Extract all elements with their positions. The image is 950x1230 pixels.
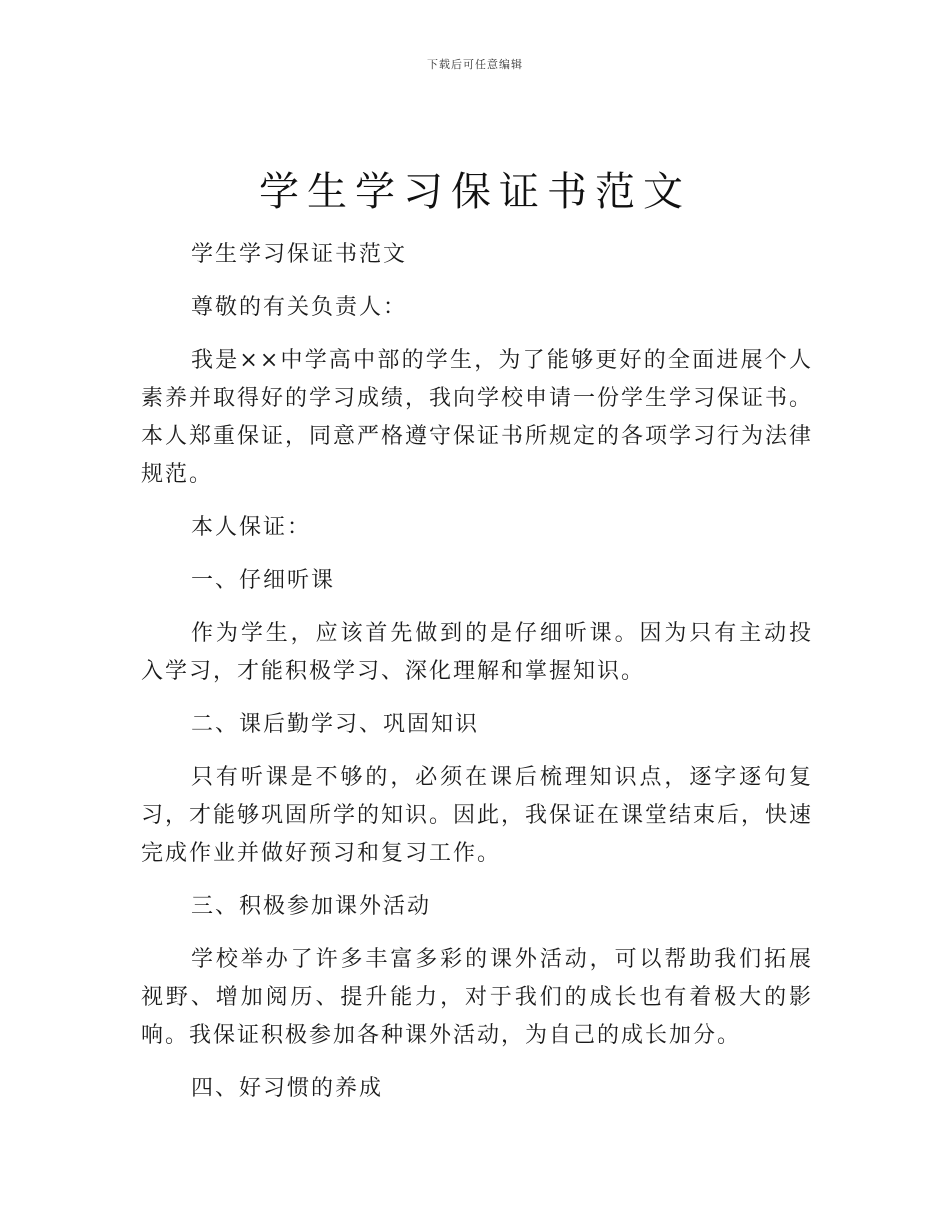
section-heading-3: 三、积极参加课外活动 [191,894,432,919]
paragraph-intro: 我是××中学高中部的学生，为了能够更好的全面进展个人素养并取得好的学习成绩，我向学校申请一份学生学习保证书。本人郑重保证，同意严格遵守保证书所规定的各项学习行为法律规范。 [141,348,814,487]
section-body-2: 只有听课是不够的，必须在课后梳理知识点，逐字逐句复习，才能够巩固所学的知识。因此，我保证在课堂结束后，快速完成作业并做好预习和复习工作。 [141,765,814,866]
paragraph-pledge-heading: 本人保证： [191,515,312,540]
paragraph-subtitle: 学生学习保证书范文 [191,242,408,267]
document-title: 学生学习保证书范文 [259,169,691,215]
section-heading-4: 四、好习惯的养成 [191,1076,384,1101]
section-body-3: 学校举办了许多丰富多彩的课外活动，可以帮助我们拓展视野、增加阅历、提升能力，对于我们的成长也有着极大的影响。我保证积极参加各种课外活动，为自己的成长加分。 [141,947,813,1048]
document-body [141,236,813,1123]
section-heading-2: 二、课后勤学习、巩固知识 [191,712,480,737]
section-body-1: 作为学生，应该首先做到的是仔细听课。因为只有主动投入学习，才能积极学习、深化理解和掌握知识。 [141,621,813,684]
paragraph-salutation: 尊敬的有关负责人： [191,295,408,320]
section-heading-1: 一、仔细听课 [191,568,336,593]
header-note: 下载后可任意编辑 [427,58,523,71]
